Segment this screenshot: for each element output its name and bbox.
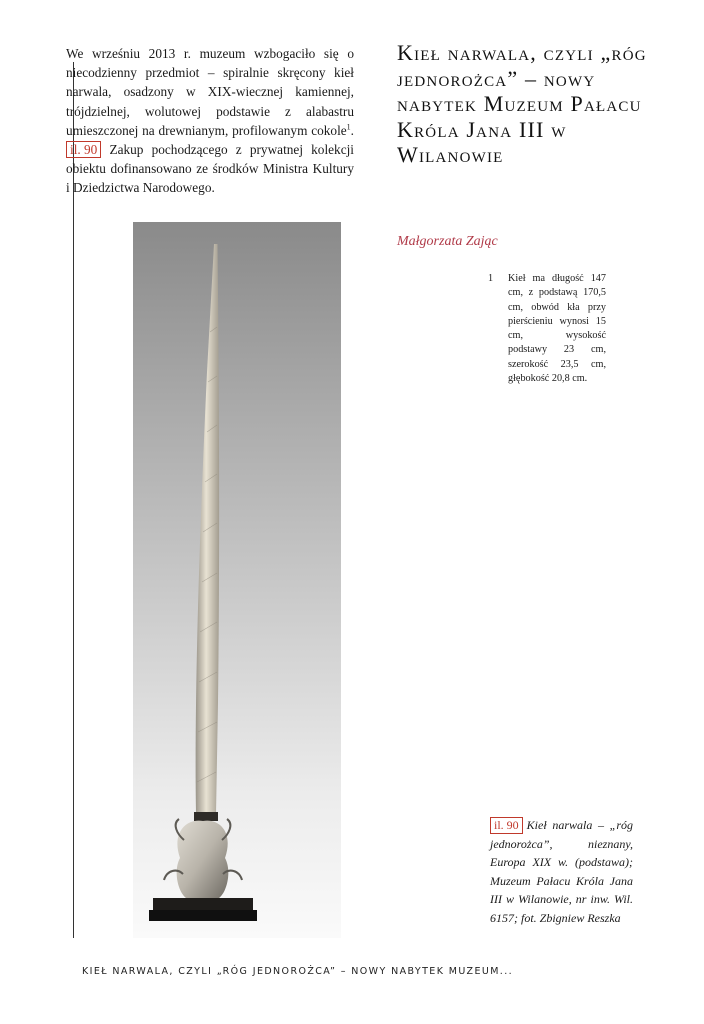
body-text-part1: We wrześniu 2013 r. muzeum wzbogaciło się o niecodzienny przedmiot – spiralnie skręcony kieł narwala, osadzony w XIX-wiecznej kamiennej, trójdzielnej, wolutowej podstawie z alabastru umieszczonej na drewnianym, profilowanym cokole (66, 46, 354, 138)
running-footer: KIEŁ NARWALA, CZYLI „RÓG JEDNOROŻCA” – NOWY NABYTEK MUZEUM... (82, 966, 514, 977)
figure-caption (490, 816, 633, 927)
article-author: Małgorzata Zając (397, 234, 498, 249)
footnote-marker[interactable]: 1 (346, 122, 351, 132)
article-title: Kieł narwala, czyli „róg jednorożca” – nowy nabytek Muzeum Pałacu Króla Jana III w Wilanowie (397, 40, 647, 167)
tusk-illustration (133, 222, 341, 938)
footnote-number: 1 (488, 273, 494, 284)
body-text-part2: . (350, 122, 354, 138)
body-paragraph (66, 44, 354, 198)
body-text-part3: Zakup pochodzącego z prywatnej kolekcji obiektu dofinansowano ze środków Ministra Kultury i Dziedzictwa Narodowego. (66, 142, 354, 196)
footnote (488, 272, 606, 386)
narwhal-tusk-photo (133, 222, 341, 938)
footnote-text: Kieł ma długość 147 cm, z podstawą 170,5 cm, obwód kła przy pierścieniu wynosi 15 cm, wysokość podstawy 23 cm, szerokość 23,5 cm, głębokość 20,8 cm. (508, 273, 606, 385)
caption-text: Kieł narwala – „róg jednorożca”, nieznany, Europa XIX w. (podstawa); Muzeum Pałacu Króla Jana III w Wilanowie, nr inw. Wil. 6157; fot. Zbigniew Reszka (490, 818, 633, 925)
figure-reference-link[interactable]: il. 90 (66, 141, 101, 158)
caption-figure-label[interactable]: il. 90 (490, 817, 523, 834)
